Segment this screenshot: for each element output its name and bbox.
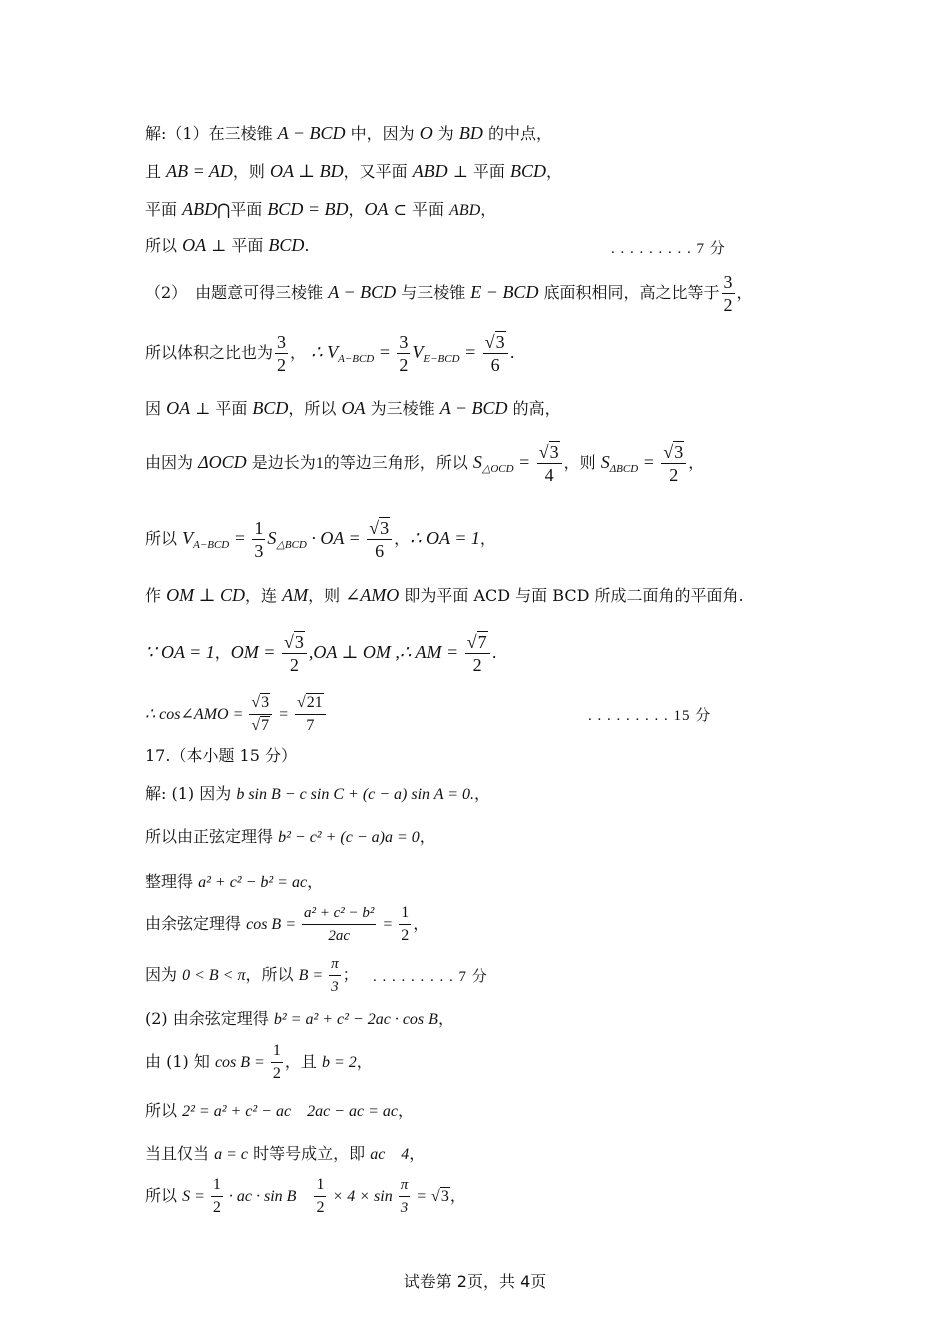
text: ，	[307, 872, 324, 891]
sqrt: √7	[466, 632, 487, 652]
math: A − BCD	[328, 282, 397, 302]
denominator: 6	[490, 355, 500, 375]
text: 所以	[145, 236, 183, 255]
denominator: 2	[399, 355, 409, 375]
text: ，且	[284, 1052, 322, 1071]
math: ac 4	[370, 1146, 410, 1163]
fraction	[249, 692, 272, 737]
radicand: 3	[495, 332, 505, 352]
text: ，连	[245, 586, 283, 605]
math: S =	[182, 1188, 209, 1205]
sqrt: √3	[538, 442, 559, 462]
math: 1	[315, 455, 324, 472]
text: 所以	[145, 1101, 183, 1120]
q17-line-7	[145, 1040, 373, 1085]
math: A − BCD	[277, 123, 346, 143]
text: ，	[409, 1144, 426, 1163]
denominator: 2	[289, 655, 299, 675]
text: 是边长为	[246, 453, 316, 472]
solution-line-12	[145, 692, 328, 737]
fraction	[399, 902, 411, 947]
text: 由余弦定理得	[145, 914, 247, 933]
math: ∴ V	[311, 342, 339, 362]
subscript: E−BCD	[423, 353, 460, 366]
solution-line-11	[145, 630, 497, 676]
math: b² = a² + c² − 2ac · cos B	[273, 1011, 438, 1028]
math: BCD	[510, 161, 546, 181]
question-17-title: 17.（本小题 15 分）	[145, 746, 297, 765]
math: a = c	[214, 1146, 248, 1163]
text: ，	[688, 453, 705, 472]
solution-line-6	[145, 330, 515, 381]
math: =	[513, 452, 535, 472]
math: B =	[298, 967, 328, 984]
fraction	[367, 517, 392, 562]
fraction	[271, 1040, 283, 1085]
math: V	[182, 528, 194, 548]
text: 因为	[145, 965, 183, 984]
text: .	[509, 343, 515, 362]
solution-line-5	[145, 270, 753, 316]
solution-line-10	[145, 585, 744, 606]
math: OM =	[230, 642, 280, 662]
math: · OA =	[306, 528, 366, 548]
text: 的等边三角形，所以	[323, 453, 473, 472]
math: =	[638, 452, 660, 472]
text: ，又平面	[343, 162, 413, 181]
text: 的中点，	[482, 124, 552, 143]
radicand: 3	[261, 694, 270, 711]
text: .	[491, 643, 497, 662]
math: cos B =	[246, 916, 300, 933]
math: E − BCD	[470, 282, 539, 302]
q17-line-8	[145, 1101, 414, 1122]
fraction	[329, 953, 341, 998]
denominator: 3	[400, 1200, 409, 1216]
q17-line-6	[145, 1009, 454, 1030]
numerator: 3	[277, 332, 287, 352]
text: ，	[437, 1009, 454, 1028]
score-mark: . . . . . . . . . 7 分	[373, 969, 488, 985]
fraction	[661, 441, 686, 486]
math: ∴ OA = 1	[410, 528, 480, 548]
text: 与三棱锥	[396, 283, 471, 302]
subscript: A−BCD	[193, 539, 230, 552]
math: S	[600, 452, 610, 472]
math: OA	[182, 235, 207, 255]
text: 的高，	[507, 399, 561, 418]
sqrt: √21	[296, 694, 323, 711]
fraction	[282, 631, 307, 676]
denominator: 2	[472, 655, 482, 675]
sqrt: √3	[431, 1188, 449, 1205]
denominator: 3	[254, 541, 264, 561]
text: ，	[479, 529, 496, 548]
radicand: 3	[549, 442, 559, 462]
solution-line-9	[145, 516, 496, 567]
subscript: A−BCD	[338, 353, 375, 366]
fraction	[483, 331, 508, 376]
text: ，所以	[288, 399, 342, 418]
solution-line-8	[145, 440, 704, 491]
fraction	[211, 1174, 223, 1219]
math: ∴ cos∠AMO =	[145, 706, 248, 723]
math: =	[274, 706, 293, 723]
text: 解: (1) 因为	[145, 784, 237, 803]
fraction	[314, 1174, 326, 1219]
math: S	[267, 528, 277, 548]
q17-line-10	[145, 1174, 466, 1219]
fraction	[302, 902, 376, 947]
math: b sin B − c sin C + (c − a) sin A = 0.	[236, 786, 475, 803]
q17-line-9	[145, 1144, 425, 1165]
q17-line-2	[145, 827, 436, 848]
math: ABD	[182, 199, 218, 219]
q17-line-1	[145, 784, 490, 805]
denominator: 4	[544, 465, 554, 485]
sqrt: √3	[369, 518, 390, 538]
numerator: 1	[271, 1040, 283, 1063]
text: ⊥ 平面	[447, 162, 510, 181]
math: BD	[458, 123, 483, 143]
numerator: 1	[211, 1174, 223, 1197]
denominator: 2	[401, 927, 410, 944]
math: ∵ OA = 1	[145, 642, 215, 662]
radicand: 7	[261, 717, 270, 734]
math: ,OA ⊥ OM ,∴ AM =	[308, 642, 463, 662]
numerator: π	[399, 1174, 411, 1197]
text: ，则	[232, 162, 270, 181]
text: 由因为	[145, 453, 199, 472]
denominator: 7	[306, 717, 315, 734]
math: ABD	[449, 202, 481, 219]
text: 解:（1）在三棱锥	[145, 124, 278, 143]
math: =	[374, 342, 396, 362]
math: ABD	[412, 161, 448, 181]
numerator: 3	[723, 272, 733, 292]
solution-line-4	[145, 235, 310, 256]
page-footer: 试卷第 2页，共 4页	[403, 1272, 547, 1291]
fraction	[275, 331, 288, 376]
text: 即为平面 ACD 与面 BCD 所成二面角的平面角.	[399, 586, 744, 605]
math: O	[419, 123, 433, 143]
text: ，则	[308, 586, 346, 605]
math: × 4 × sin	[328, 1188, 397, 1205]
text: ，	[397, 1101, 414, 1120]
text: ，	[449, 1186, 466, 1205]
text: ，	[413, 914, 430, 933]
sqrt: √3	[663, 442, 684, 462]
math: OA	[341, 398, 366, 418]
solution-line-7	[145, 398, 561, 419]
text: ，则	[563, 453, 601, 472]
text: ，	[419, 827, 436, 846]
math: =	[412, 1188, 432, 1205]
score-mark: . . . . . . . . . 15 分	[588, 708, 712, 724]
text: ，	[394, 529, 411, 548]
text: 作	[145, 586, 167, 605]
text: ，	[290, 343, 307, 362]
text: （2） 由题意可得三棱锥	[145, 283, 329, 302]
solution-line-3	[145, 199, 496, 221]
math: V	[412, 342, 424, 362]
denominator: 6	[375, 541, 385, 561]
math: BCD = BD	[267, 199, 349, 219]
numerator: π	[329, 953, 341, 976]
text: 所以	[145, 1186, 183, 1205]
radicand: 3	[674, 442, 684, 462]
sqrt: √3	[251, 694, 270, 711]
denominator: 2	[316, 1199, 325, 1216]
numerator: 1	[254, 518, 264, 538]
denominator: 2	[212, 1199, 221, 1216]
text: 平面	[145, 200, 183, 219]
math: OM ⊥ CD	[166, 585, 246, 605]
math: OA	[364, 199, 389, 219]
solution-line-2	[145, 161, 562, 182]
fraction	[722, 271, 735, 316]
text: ，所以	[245, 965, 299, 984]
text: ⊥ 平面	[190, 399, 253, 418]
text: 底面积相同，高之比等于	[538, 283, 720, 302]
sqrt: √7	[251, 717, 270, 734]
text: ，	[356, 1052, 373, 1071]
math: 2² = a² + c² − ac 2ac − ac = ac	[182, 1103, 398, 1120]
numerator: a² + c² − b²	[302, 902, 376, 925]
math: OA	[166, 398, 191, 418]
math: BCD	[252, 398, 289, 418]
text: 所以	[145, 529, 183, 548]
q17-line-3	[145, 872, 323, 893]
denominator: 2	[272, 1065, 281, 1082]
sqrt: √3	[283, 632, 304, 652]
math: b = 2	[321, 1054, 357, 1071]
math: · ac · sin B	[224, 1188, 313, 1205]
fraction	[465, 631, 490, 676]
radicand: 3	[380, 518, 390, 538]
text: 时等号成立，即	[248, 1144, 371, 1163]
math: AM	[282, 585, 309, 605]
text: ，	[348, 200, 365, 219]
denominator: 2ac	[328, 928, 351, 944]
numerator: 3	[399, 332, 409, 352]
math: a² + c² − b² = ac	[198, 874, 308, 891]
text: 中，因为	[345, 124, 420, 143]
text: 为三棱锥	[365, 399, 440, 418]
math: A − BCD	[439, 398, 508, 418]
radicand: 3	[294, 632, 304, 652]
math: =	[459, 342, 481, 362]
math: =	[378, 916, 398, 933]
radicand: 21	[306, 694, 323, 711]
denominator: 2	[669, 465, 679, 485]
math: AB = AD	[166, 161, 233, 181]
math: cos B =	[214, 1054, 269, 1071]
subscript: △BCD	[276, 539, 307, 552]
radicand: 7	[477, 632, 487, 652]
fraction	[397, 331, 410, 376]
subscript: ΔBCD	[609, 463, 639, 476]
numerator: 1	[314, 1174, 326, 1197]
math: 0 < B < π	[182, 967, 246, 984]
math: OA ⊥ BD	[270, 161, 344, 181]
text: 为	[432, 124, 459, 143]
text: 所以由正弦定理得	[145, 827, 279, 846]
text: 整理得	[145, 872, 199, 891]
math: ΔOCD	[198, 452, 247, 472]
fraction	[295, 692, 326, 737]
q17-line-5	[145, 953, 359, 998]
fraction	[537, 441, 562, 486]
denominator: 2	[723, 295, 733, 315]
math: ∠AMO	[345, 585, 400, 605]
text: ，	[214, 643, 231, 662]
text: ，	[480, 200, 497, 219]
text: ⊂ 平面	[388, 200, 450, 219]
text: ，	[736, 283, 753, 302]
sqrt: √3	[484, 332, 505, 352]
text: 所以体积之比也为	[145, 343, 274, 362]
solution-line-1	[145, 123, 552, 144]
radicand: 3	[440, 1188, 449, 1205]
text: 且	[145, 162, 167, 181]
text: .	[304, 236, 310, 255]
q17-line-4	[145, 902, 429, 947]
math: BCD	[268, 235, 305, 255]
math: =	[229, 528, 251, 548]
text: 由 (1) 知	[145, 1052, 215, 1071]
text: ，	[474, 784, 491, 803]
text: 当且仅当	[145, 1144, 215, 1163]
fraction	[252, 517, 265, 562]
text: ；	[342, 965, 359, 984]
denominator: 3	[331, 979, 339, 995]
numerator: 1	[399, 902, 411, 925]
math: S	[472, 452, 482, 472]
text: 因	[145, 399, 167, 418]
fraction	[399, 1174, 411, 1219]
text: ⋂平面	[217, 200, 268, 219]
text: (2) 由余弦定理得	[145, 1009, 274, 1028]
denominator: 2	[277, 355, 287, 375]
text: ⊥ 平面	[206, 236, 269, 255]
math: b² − c² + (c − a)a = 0	[278, 829, 420, 846]
score-mark: . . . . . . . . . 7 分	[611, 241, 726, 257]
subscript: △OCD	[481, 463, 514, 476]
text: ，	[546, 162, 563, 181]
